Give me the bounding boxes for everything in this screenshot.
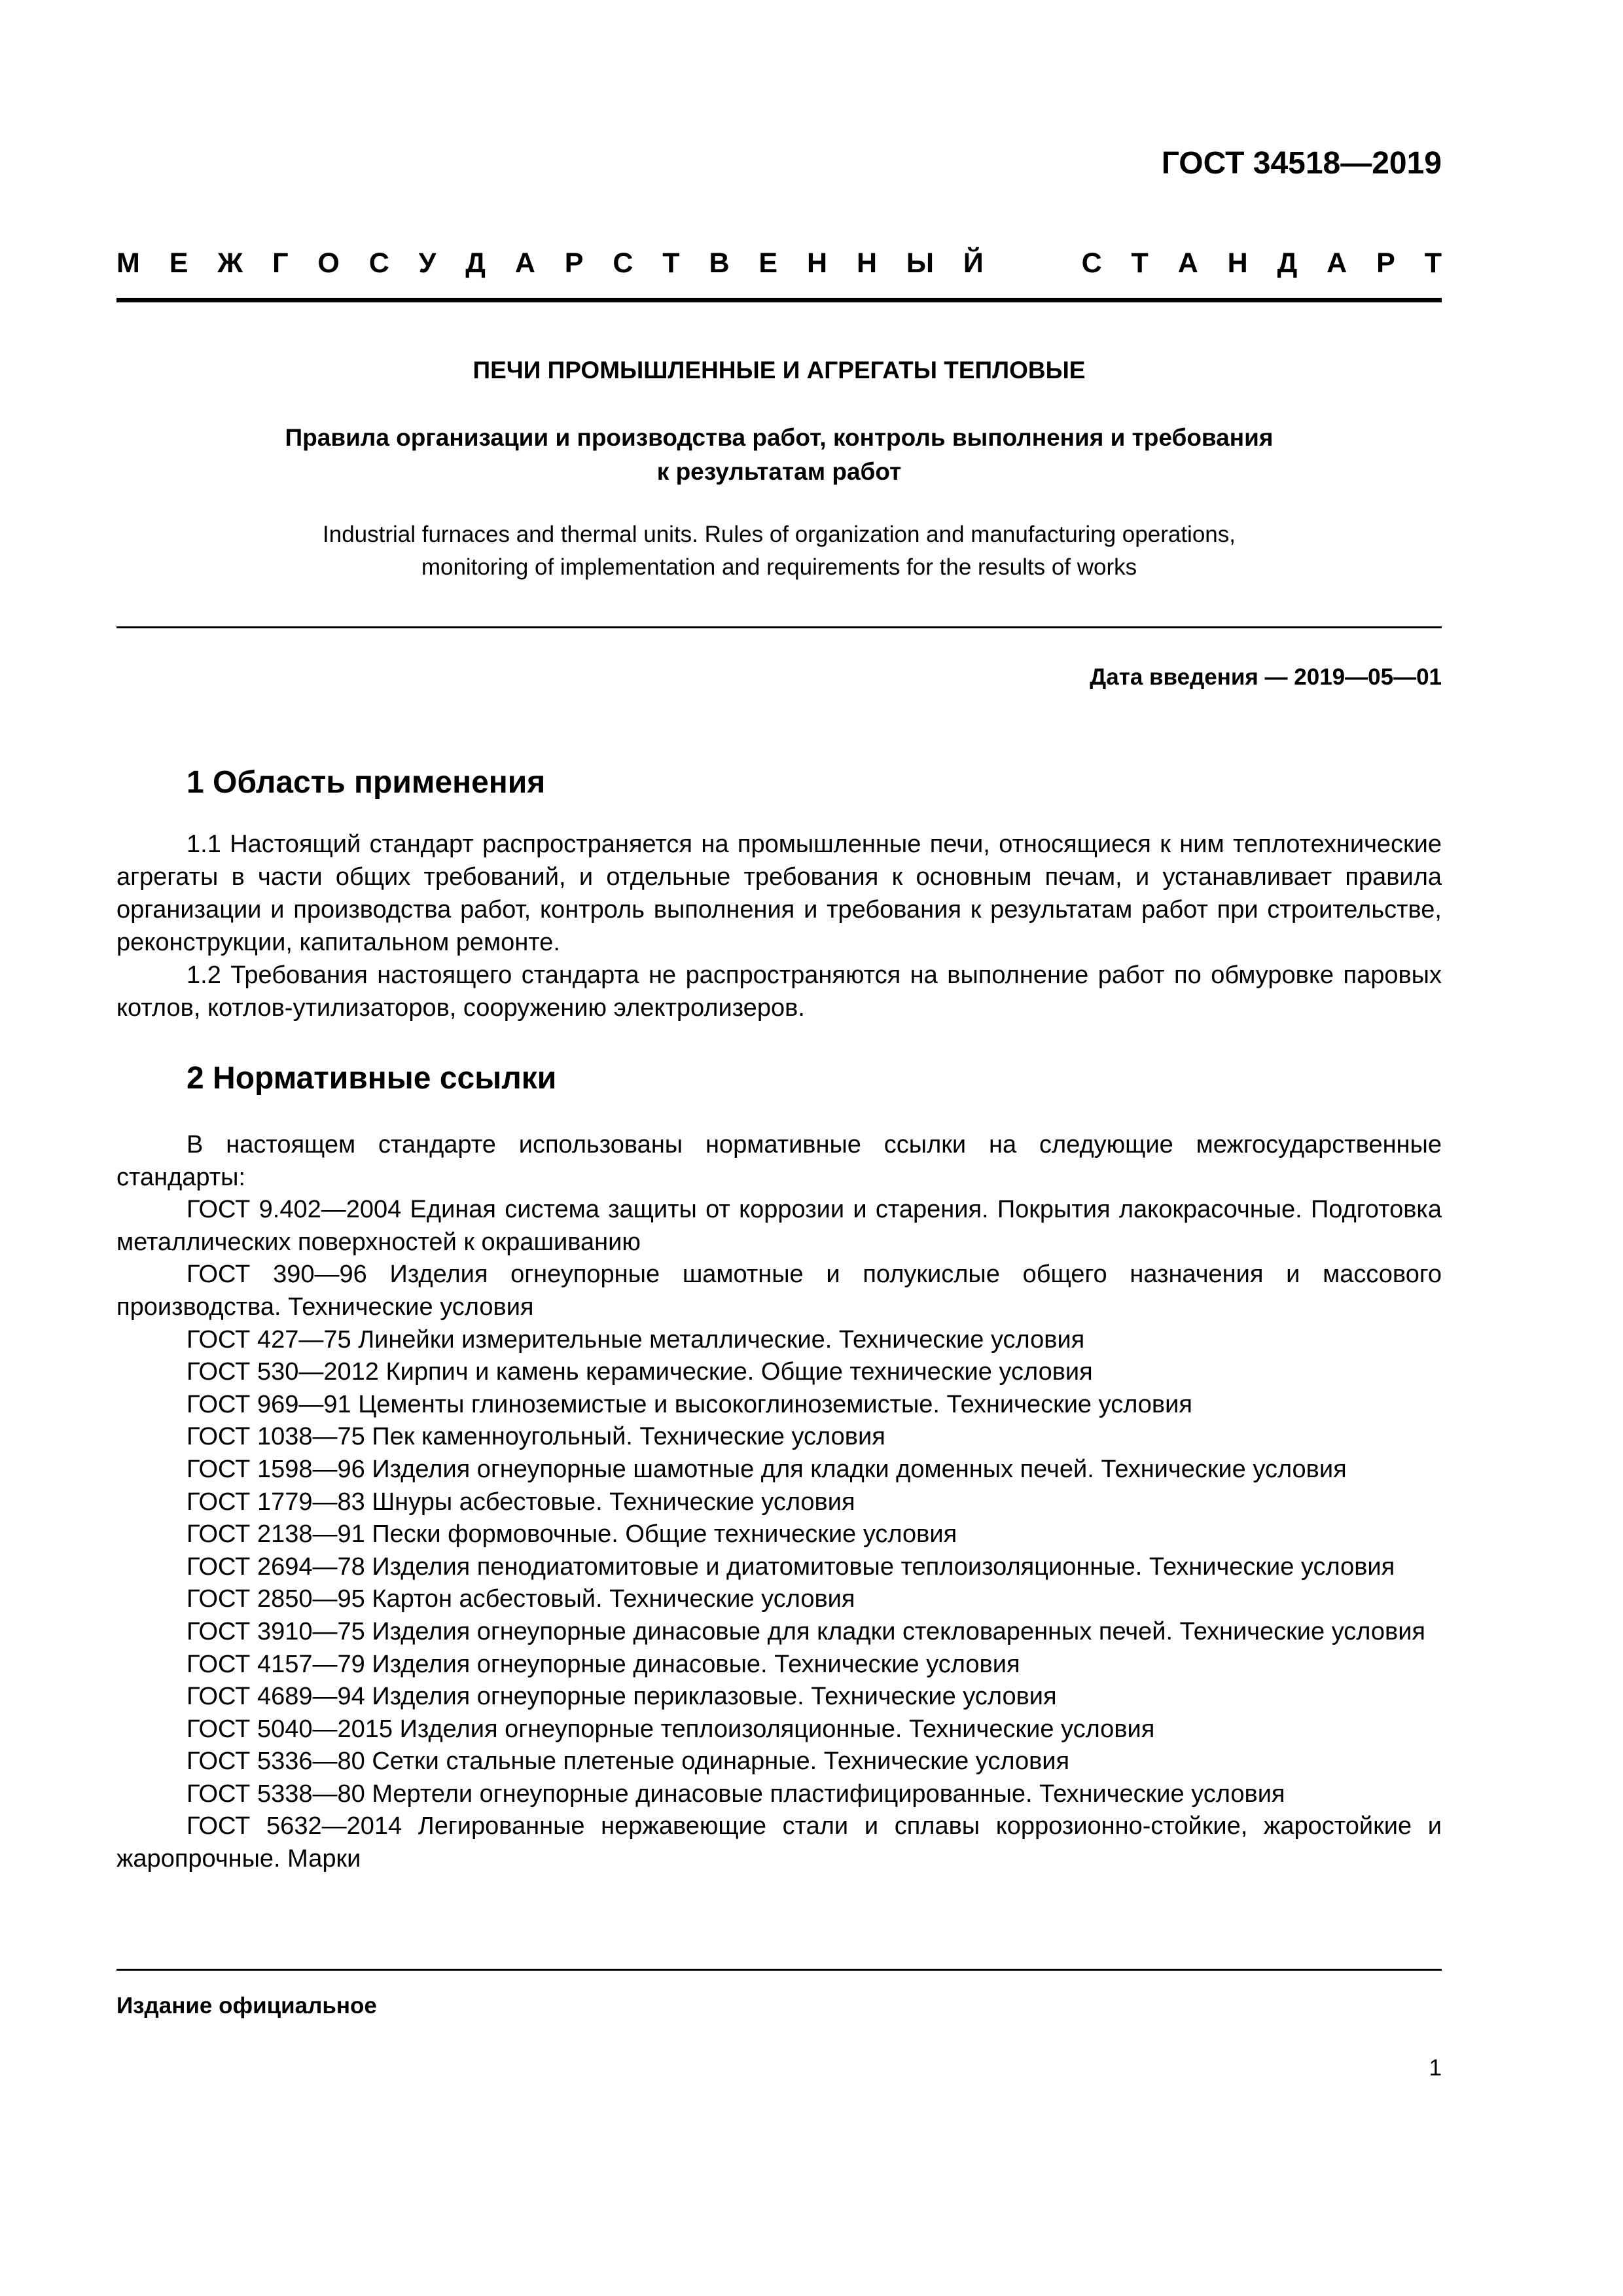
official-edition-label: Издание официальное <box>116 1993 377 2018</box>
reference-item <box>116 1259 1442 1323</box>
reference-title: Картон асбестовый. Технические условия <box>372 1585 855 1613</box>
reference-title: Сетки стальные плетеные одинарные. Технические условия <box>372 1748 1070 1776</box>
reference-item <box>116 1583 1442 1616</box>
reference-item <box>116 1356 1442 1389</box>
standard-type-letter: В <box>709 247 730 279</box>
reference-code: ГОСТ 2694—78 <box>187 1552 365 1581</box>
subtitle-line: Правила организации и производства работ, контроль выполнения и требования <box>285 424 1274 451</box>
paragraph-1-2: 1.2 Требования настоящего стандарта не распространяются на выполнение работ по обмуровке паровых котлов, котлов-утилизаторов, сооружению электролизеров. <box>116 961 1442 1022</box>
standard-type-letter: Т <box>662 247 680 279</box>
reference-item <box>116 1681 1442 1713</box>
document-title: ПЕЧИ ПРОМЫШЛЕННЫЕ И АГРЕГАТЫ ТЕПЛОВЫЕ <box>473 357 1086 384</box>
reference-title: Изделия огнеупорные периклазовые. Технические условия <box>372 1683 1057 1711</box>
footer-divider <box>116 1969 1442 1971</box>
standard-type-letter: С <box>368 247 389 279</box>
standard-type-letter: Н <box>856 247 878 279</box>
word-spacer <box>1013 247 1052 279</box>
standard-type-letter: У <box>418 247 437 279</box>
reference-title: Изделия огнеупорные шамотные для кладки доменных печей. Технические условия <box>372 1455 1347 1483</box>
reference-code: ГОСТ 390—96 <box>187 1261 367 1289</box>
reference-code: ГОСТ 5040—2015 <box>187 1715 393 1743</box>
reference-code: ГОСТ 5632—2014 <box>187 1812 402 1840</box>
standard-type-letter: Г <box>272 247 289 279</box>
normative-references <box>116 1129 1442 1876</box>
standard-type-letter: А <box>514 247 535 279</box>
standard-type-letter: А <box>1327 247 1347 279</box>
standard-type-letter: Т <box>1424 247 1442 279</box>
reference-code: ГОСТ 4689—94 <box>187 1683 365 1711</box>
reference-title: Изделия огнеупорные динасовые. Технические условия <box>372 1650 1020 1678</box>
english-title-line: Industrial furnaces and thermal units. Rules of organization and manufacturing operations, <box>323 522 1236 547</box>
standard-type-letter: С <box>613 247 633 279</box>
reference-item <box>116 1454 1442 1486</box>
standard-type-letter: Т <box>1131 247 1149 279</box>
standard-type-line <box>116 247 1442 279</box>
reference-item <box>116 1649 1442 1681</box>
header-divider <box>116 298 1442 302</box>
standard-type-letter: Й <box>963 247 984 279</box>
reference-title: Единая система защиты от коррозии и старения. Покрытия лакокрасочные. Подготовка металлических поверхностей к окрашиванию <box>116 1196 1442 1256</box>
reference-title: Легированные нержавеющие стали и сплавы коррозионно-стойкие, жаростойкие и жаропрочные. Марки <box>116 1812 1442 1873</box>
reference-title: Шнуры асбестовые. Технические условия <box>372 1488 855 1516</box>
document-subtitle <box>116 421 1442 489</box>
reference-code: ГОСТ 530—2012 <box>187 1358 379 1386</box>
introduction-date: Дата введения — 2019—05—01 <box>1090 664 1442 690</box>
standard-type-letter: Д <box>465 247 486 279</box>
reference-item <box>116 1551 1442 1584</box>
reference-item <box>116 1324 1442 1357</box>
standard-type-letter: Н <box>807 247 828 279</box>
reference-title: Изделия пенодиатомитовые и диатомитовые теплоизоляционные. Технические условия <box>372 1552 1395 1581</box>
reference-code: ГОСТ 1779—83 <box>187 1488 365 1516</box>
standard-type-letter: Н <box>1227 247 1248 279</box>
standard-type-letter: Д <box>1277 247 1298 279</box>
reference-code: ГОСТ 4157—79 <box>187 1650 365 1678</box>
reference-item <box>116 1421 1442 1454</box>
reference-item <box>116 1389 1442 1422</box>
reference-item <box>116 1713 1442 1746</box>
reference-title: Пески формовочные. Общие технические условия <box>372 1520 957 1549</box>
standard-type-letter: А <box>1177 247 1198 279</box>
subtitle-line: к результатам работ <box>656 458 902 485</box>
standard-type-letter: Е <box>169 247 188 279</box>
section-heading-scope: 1 Область применения <box>187 765 546 800</box>
reference-title: Цементы глиноземистые и высокоглиноземистые. Технические условия <box>358 1390 1192 1418</box>
standard-type-letter: С <box>1081 247 1102 279</box>
reference-item <box>116 1194 1442 1259</box>
reference-code: ГОСТ 9.402—2004 <box>187 1196 402 1224</box>
reference-code: ГОСТ 1598—96 <box>187 1455 365 1483</box>
reference-title: Изделия огнеупорные динасовые для кладки стекловаренных печей. Технические условия <box>372 1617 1426 1645</box>
reference-title: Кирпич и камень керамические. Общие технические условия <box>385 1358 1093 1386</box>
paragraph-1-1: 1.1 Настоящий стандарт распространяется на промышленные печи, относящиеся к ним теплотехнические агрегаты в части общих требований, и отдельные требования к основным печам, и устанавливает правила организации и производства работ, контроль выполнения и требования к результатам работ при строительстве, реконструкции, капитальном ремонте. <box>116 831 1442 956</box>
reference-code: ГОСТ 5338—80 <box>187 1780 365 1808</box>
reference-code: ГОСТ 427—75 <box>187 1325 351 1354</box>
english-title-line: monitoring of implementation and requirements for the results of works <box>421 554 1137 580</box>
reference-code: ГОСТ 969—91 <box>187 1390 351 1418</box>
reference-item <box>116 1518 1442 1551</box>
reference-code: ГОСТ 5336—80 <box>187 1748 365 1776</box>
reference-title: Пек каменноугольный. Технические условия <box>372 1423 885 1451</box>
reference-item <box>116 1616 1442 1649</box>
standard-type-letter: М <box>116 247 140 279</box>
reference-title: Изделия огнеупорные шамотные и полукислые общего назначения и массового производства. Технические условия <box>116 1261 1442 1321</box>
reference-item <box>116 1778 1442 1811</box>
section-heading-references: 2 Нормативные ссылки <box>187 1061 557 1096</box>
reference-item <box>116 1810 1442 1875</box>
reference-code: ГОСТ 3910—75 <box>187 1617 365 1645</box>
standard-type-letter: Р <box>564 247 584 279</box>
standard-type-letter: О <box>317 247 340 279</box>
reference-code: ГОСТ 1038—75 <box>187 1423 365 1451</box>
reference-title: Линейки измерительные металлические. Технические условия <box>358 1325 1085 1354</box>
reference-item <box>116 1746 1442 1778</box>
reference-code: ГОСТ 2850—95 <box>187 1585 365 1613</box>
references-intro: В настоящем стандарте использованы нормативные ссылки на следующие межгосударственные стандарты: <box>116 1131 1442 1191</box>
reference-code: ГОСТ 2138—91 <box>187 1520 365 1549</box>
standard-type-letter: Р <box>1376 247 1395 279</box>
reference-title: Изделия огнеупорные теплоизоляционные. Технические условия <box>399 1715 1155 1743</box>
reference-item <box>116 1486 1442 1519</box>
reference-title: Мертели огнеупорные динасовые пластифицированные. Технические условия <box>372 1780 1285 1808</box>
standard-type-letter: Ы <box>906 247 935 279</box>
standard-type-letter: Ж <box>217 247 243 279</box>
document-number: ГОСТ 34518—2019 <box>1161 146 1442 181</box>
title-divider <box>116 626 1442 628</box>
english-title <box>116 518 1442 584</box>
page-number: 1 <box>1429 2055 1442 2081</box>
standard-type-letter: Е <box>758 247 778 279</box>
